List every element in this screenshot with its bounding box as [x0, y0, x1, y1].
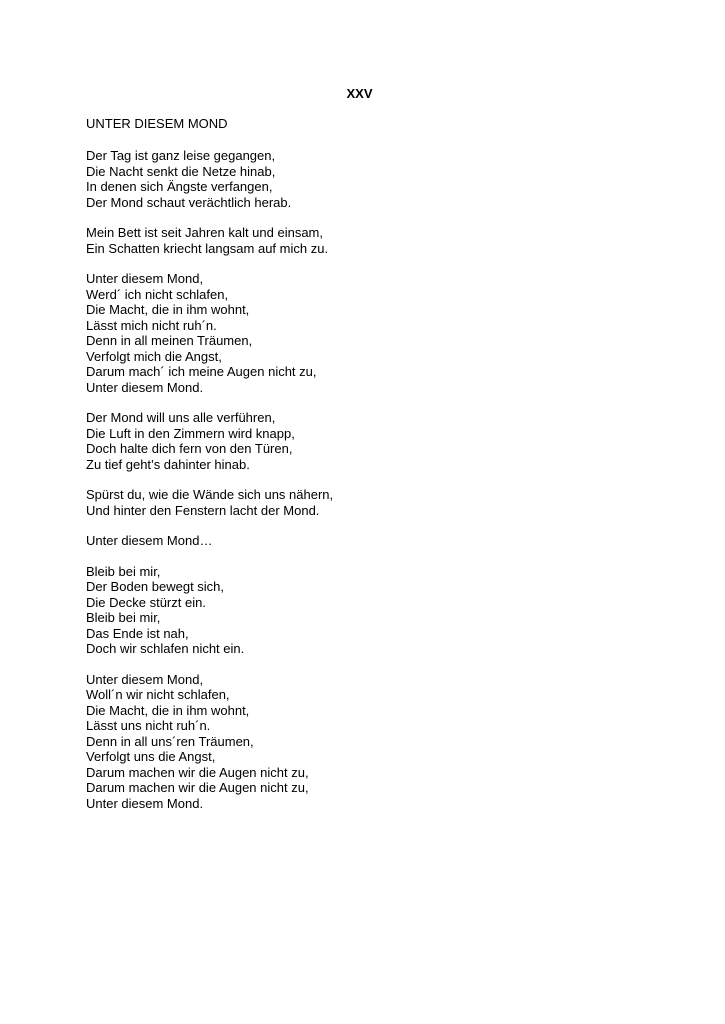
poem-line: Das Ende ist nah,: [86, 625, 189, 641]
poem-line: Die Macht, die in ihm wohnt,: [86, 702, 250, 718]
poem-line: Woll´n wir nicht schlafen,: [86, 687, 230, 702]
poem-line: Der Tag ist ganz leise gegangen,: [86, 148, 276, 163]
poem-line: Bleib bei mir,: [86, 563, 161, 579]
stanza: [86, 410, 646, 472]
poem-line: Verfolgt uns die Angst,: [86, 749, 216, 764]
poem-line: Die Nacht senkt die Netze hinab,: [86, 163, 276, 179]
poem-line: Die Macht, die in ihm wohnt,: [86, 302, 250, 317]
poem-line: Unter diesem Mond,: [86, 271, 204, 286]
stanza: [86, 487, 646, 518]
poem-line: Bleib bei mir,: [86, 610, 161, 625]
section-numeral: [0, 84, 725, 104]
poem-line: Zu tief geht’s dahinter hinab.: [86, 456, 250, 472]
poem-line: Doch halte dich fern von den Türen,: [86, 441, 293, 456]
poem-line: Ein Schatten kriecht langsam auf mich zu.: [86, 240, 329, 256]
poem: [86, 115, 646, 826]
poem-line: Doch wir schlafen nicht ein.: [86, 641, 245, 656]
stanza: [86, 271, 646, 395]
poem-line: Lässt uns nicht ruh´n.: [86, 718, 211, 733]
poem-line: Lässt mich nicht ruh´n.: [86, 317, 217, 333]
stanza: [86, 533, 646, 549]
poem-line: Unter diesem Mond…: [86, 533, 213, 548]
poem-line: Der Mond will uns alle verführen,: [86, 410, 276, 425]
poem-line: Denn in all meinen Träumen,: [86, 333, 253, 348]
poem-line: Und hinter den Fenstern lacht der Mond.: [86, 502, 320, 518]
poem-line: Darum machen wir die Augen nicht zu,: [86, 764, 309, 780]
poem-line: Spürst du, wie die Wände sich uns nähern,: [86, 487, 334, 502]
poem-line: Unter diesem Mond.: [86, 379, 204, 395]
poem-line: Der Mond schaut verächtlich herab.: [86, 194, 292, 210]
stanza: [86, 225, 646, 256]
poem-line: Darum mach´ ich meine Augen nicht zu,: [86, 364, 317, 379]
poem-line: Denn in all uns´ren Träumen,: [86, 733, 254, 749]
stanza: [86, 564, 646, 657]
poem-line: Verfolgt mich die Angst,: [86, 348, 222, 364]
poem-line: Der Boden bewegt sich,: [86, 579, 225, 594]
poem-line: Unter diesem Mond,: [86, 671, 204, 687]
poem-body: [86, 148, 646, 811]
stanza: [86, 148, 646, 210]
poem-title: UNTER DIESEM MOND: [86, 116, 228, 131]
stanza: [86, 672, 646, 812]
poem-line: Die Luft in den Zimmern wird knapp,: [86, 425, 295, 441]
poem-line: Werd´ ich nicht schlafen,: [86, 286, 229, 302]
poem-line: Die Decke stürzt ein.: [86, 594, 206, 610]
poem-line: In denen sich Ängste verfangen,: [86, 179, 273, 194]
poem-line: Darum machen wir die Augen nicht zu,: [86, 780, 309, 795]
poem-line: Unter diesem Mond.: [86, 795, 204, 811]
poem-line: Mein Bett ist seit Jahren kalt und einsam,: [86, 225, 324, 240]
section-numeral-text: XXV: [346, 86, 373, 101]
